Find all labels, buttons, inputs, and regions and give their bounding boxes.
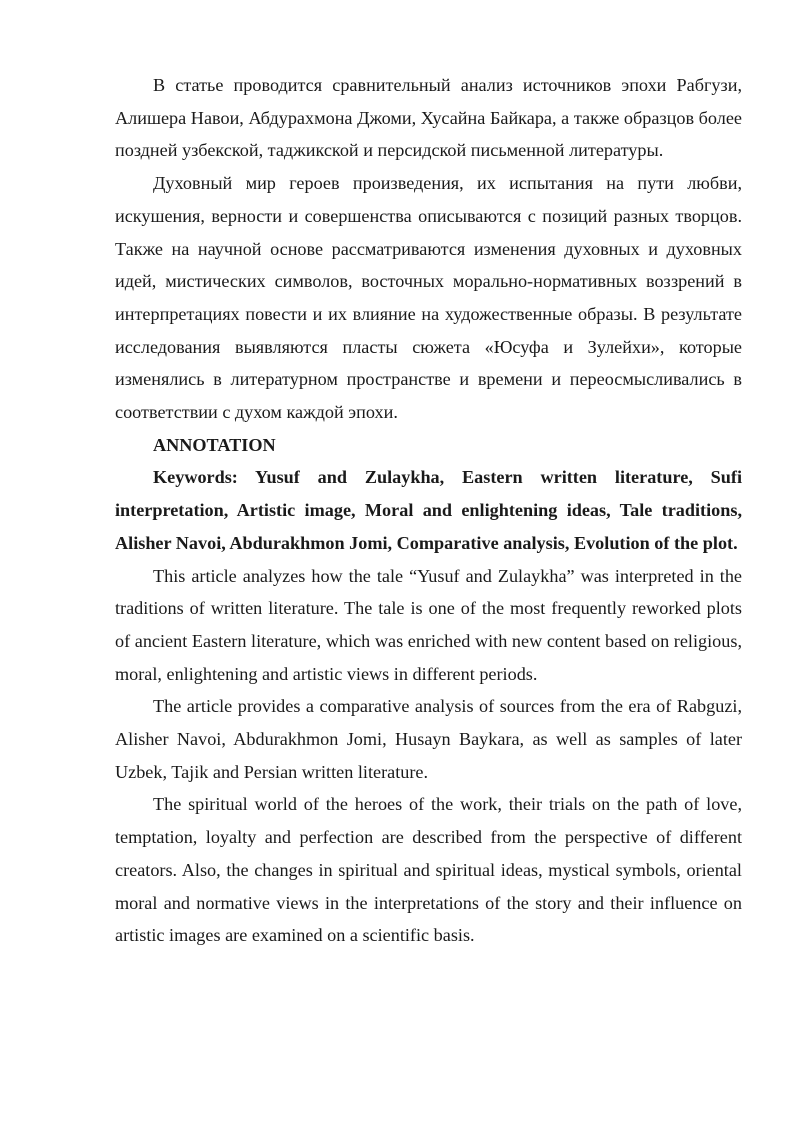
english-paragraph-1: This article analyzes how the tale “Yusuf and Zulaykha” was interpreted in the traditions of written literature. The tale is one of the most frequently reworked plots of ancient Eastern literature, which was enriched with new content based on religious, moral, enlightening and artistic views in different periods.: [115, 565, 742, 684]
keywords-paragraph: Keywords: Yusuf and Zulaykha, Eastern written literature, Sufi interpretation, Artistic image, Moral and enlightening ideas, Tale traditions, Alisher Navoi, Abdurakhmon Jomi, Comparative analysis, Evolution of the plot.: [115, 467, 742, 553]
annotation-heading: ANNOTATION: [153, 434, 276, 455]
russian-paragraph-2: Духовный мир героев произведения, их испытания на пути любви, искушения, верности и совершенства описываются с позиций разных творцов. Также на научной основе рассматриваются изменения духовных и духовных идей, мистических символов, восточных морально-нормативных воззрений в интерпретациях повести и их влияние на художественные образы. В результате исследования выявляются пласты сюжета «Юсуфа и Зулейхи», которые изменялись в литературном пространстве и времени и переосмысливались в соответствии с духом каждой эпохи.: [115, 173, 742, 423]
document-body: [115, 69, 742, 952]
english-paragraph-3: The spiritual world of the heroes of the work, their trials on the path of love, temptation, loyalty and perfection are described from the perspective of different creators. Also, the changes in spiritual and spiritual ideas, mystical symbols, oriental moral and normative views in the interpretations of the story and their influence on artistic images are examined on a scientific basis.: [115, 794, 742, 946]
russian-paragraph-1: В статье проводится сравнительный анализ источников эпохи Рабгузи, Алишера Навои, Абдурахмона Джоми, Хусайна Байкара, а также образцов более поздней узбекской, таджикской и персидской письменной литературы.: [115, 75, 742, 161]
english-paragraph-2: The article provides a comparative analysis of sources from the era of Rabguzi, Alisher Navoi, Abdurakhmon Jomi, Husayn Baykara, as well as samples of later Uzbek, Tajik and Persian written literature.: [115, 696, 742, 782]
